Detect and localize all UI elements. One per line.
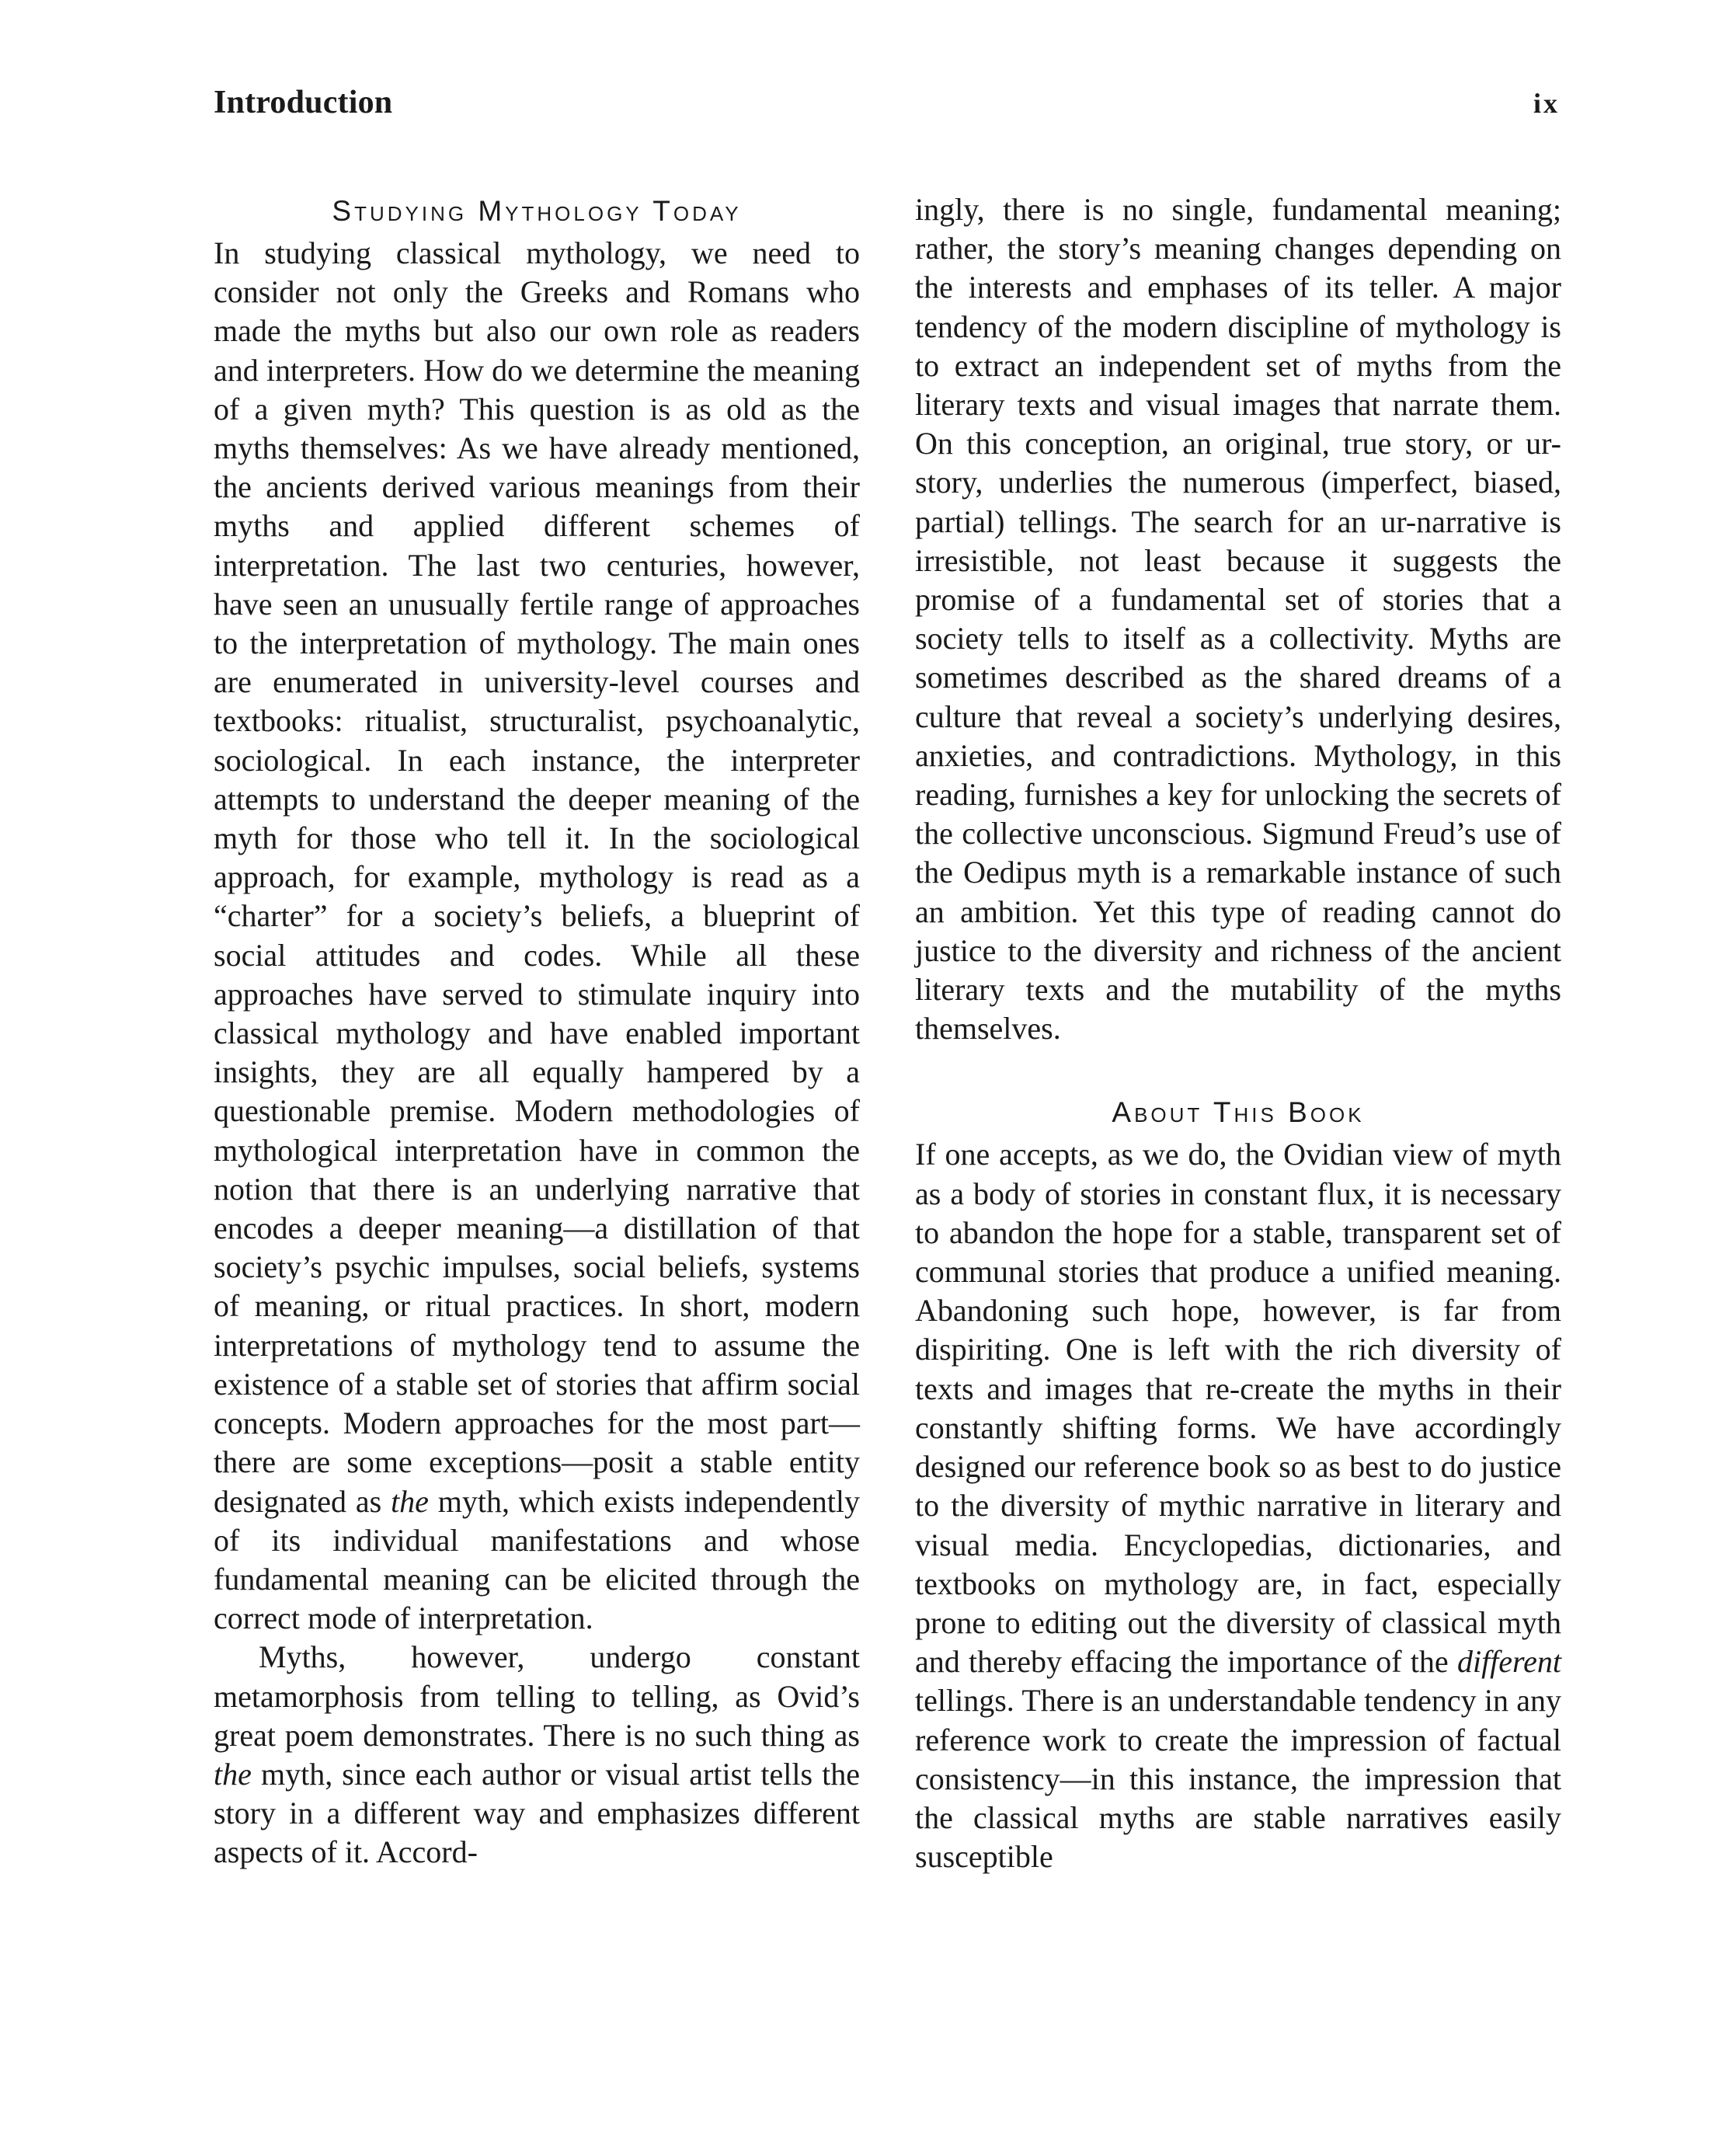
paragraph-text: If one accepts, as we do, the Ovidian view of myth as a body of stories in constant flux, it is necessary to abandon the hope for a stable, transparent set of communal stories that produce a unified meaning. Abandoning such hope, however, is far from dispiriting. One is left with the rich diversity of texts and images that re-create the myths in their constantly shifting forms. We have accordingly designed our reference book so as best to do justice to the diversity of mythic narrative in literary and visual media. Encyclopedias, dictionaries, and textbooks on mythology are, in fact, especially prone to editing out the diversity of classical myth and thereby effacing the importance of the bbox=[915, 1137, 1561, 1680]
section-heading-studying-mythology-today: Studying Mythology Today bbox=[332, 195, 742, 227]
paragraph-about-this-book bbox=[915, 1135, 1561, 1876]
emphasis-the: the bbox=[391, 1483, 429, 1519]
emphasis-the: the bbox=[214, 1756, 252, 1792]
paragraph-text: tellings. There is an understandable tendency in any reference work to create the impression of factual consistency—in this instance, the impression that the classical myths are stable narratives easily susceptible bbox=[915, 1683, 1561, 1875]
paragraph-text: In studying classical mythology, we need to consider not only the Greeks and Romans who made the myths but also our own role as readers and interpreters. How do we determine the meaning of a given myth? This question is as old as the myths themselves: As we have already mentioned, the ancients derived various meanings from their myths and applied different schemes of interpretation. The last two centuries, however, have seen an unusually fertile range of approaches to the interpretation of mythology. The main ones are enumerated in university-level courses and textbooks: ritualist, structuralist, psychoanalytic, sociological. In each instance, the interpreter attempts to understand the deeper meaning of the myth for those who tell it. In the sociological approach, for example, mythology is read as a “charter” for a society’s beliefs, a blueprint of social attitudes and codes. While all these approaches have served to stimulate inquiry into classical mythology and have enabled important insights, they are all equally hampered by a questionable premise. Modern methodologies of mythological interpretation have in common the notion that there is an underlying narrative that encodes a deeper meaning—a distillation of that society’s psychic impulses, social beliefs, systems of meaning, or ritual practices. In short, modern interpretations of mythology tend to assume the existence of a stable set of stories that affirm social concepts. Modern approaches for the most part—there are some exceptions—posit a stable entity designated as bbox=[214, 235, 860, 1519]
emphasis-different: different bbox=[1456, 1644, 1561, 1680]
paragraph-text: myth, which exists independently of its individual manifestations and whose fundamental meaning can be elicited through the correct mode of interpretation. bbox=[214, 1483, 860, 1636]
paragraph-studying-mythology bbox=[214, 234, 860, 1638]
section-heading-about-this-book: About This Book bbox=[1112, 1096, 1365, 1129]
running-head: Introduction bbox=[214, 85, 393, 120]
paragraph-text: Myths, however, undergo constant metamorphosis from telling to telling, as Ovid’s great poem demonstrates. There is no such thing as bbox=[214, 1639, 860, 1753]
paragraph-text: myth, since each author or visual artist tells the story in a different way and emphasizes different aspects of it. Accord- bbox=[214, 1756, 860, 1870]
page-number: ix bbox=[1533, 88, 1560, 119]
left-column bbox=[214, 190, 860, 1872]
paragraph-continued: ingly, there is no single, fundamental meaning; rather, the story’s meaning changes depending on the interests and emphases of its teller. A major tendency of the modern discipline of mythology is to extract an independent set of myths from the literary texts and visual images that narrate them. On this conception, an original, true story, or ur-story, underlies the numerous (imperfect, biased, partial) tellings. The search for an ur-narrative is irresistible, not least because it suggests the promise of a fundamental set of stories that a society tells to itself as a collectivity. Myths are sometimes described as the shared dreams of a culture that reveal a society’s underlying desires, anxieties, and contradictions. Mythology, in this reading, furnishes a key for unlocking the secrets of the collective unconscious. Sigmund Freud’s use of the Oedipus myth is a remarkable instance of such an ambition. Yet this type of reading cannot do justice to the diversity and richness of the ancient literary texts and the mutability of the myths themselves. bbox=[915, 192, 1561, 1047]
paragraph-myths-metamorphosis bbox=[214, 1638, 860, 1872]
right-column bbox=[915, 190, 1561, 1876]
